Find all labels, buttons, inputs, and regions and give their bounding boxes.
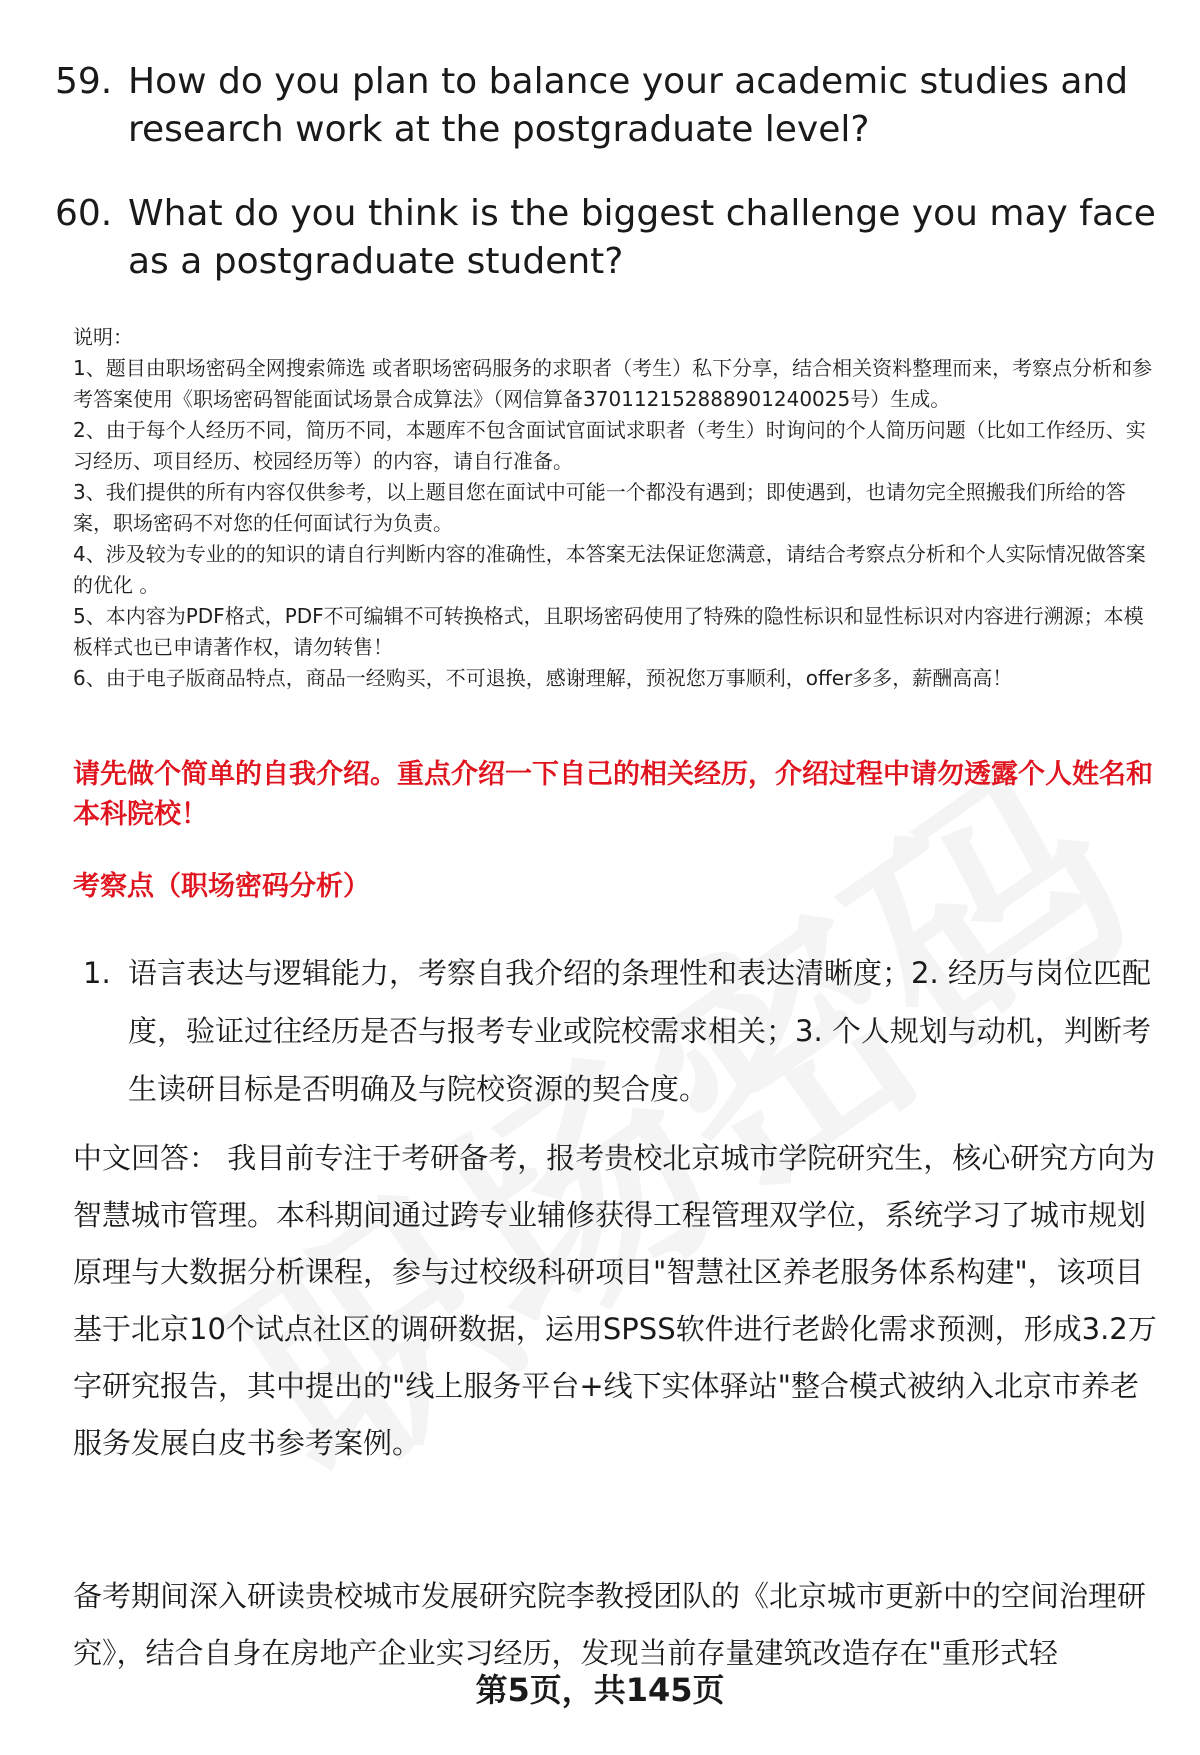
focus-heading: 考察点（职场密码分析）: [73, 871, 370, 902]
main-question: 请先做个简单的自我介绍。重点介绍一下自己的相关经历，介绍过程中请勿透露个人姓名和本科院校！: [73, 759, 1153, 830]
question-59: [55, 58, 1175, 154]
notes-heading: 说明：: [73, 325, 133, 349]
question-number: 60.: [55, 193, 113, 234]
note-item: 1、题目由职场密码全网搜索筛选 或者职场密码服务的求职者（考生）私下分享，结合相关资料整理而来，考察点分析和参考答案使用《职场密码智能面试场景合成算法》（网信算备370112152888901240025号）生成。: [73, 356, 1153, 411]
answer-paragraph: 中文回答： 我目前专注于考研备考，报考贵校北京城市学院研究生，核心研究方向为智慧城市管理。本科期间通过跨专业辅修获得工程管理双学位，系统学习了城市规划原理与大数据分析课程，参与过校级科研项目"智慧社区养老服务体系构建"，该项目基于北京10个试点社区的调研数据，运用SPSS软件进行老龄化需求预测，形成3.2万字研究报告，其中提出的"线上服务平台+线下实体驿站"整合模式被纳入北京市养老服务发展白皮书参考案例。: [73, 1141, 1157, 1460]
note-item: 3、我们提供的所有内容仅供参考，以上题目您在面试中可能一个都没有遇到；即使遇到，也请勿完全照搬我们所给的答案，职场密码不对您的任何面试行为负责。: [73, 480, 1126, 535]
disclaimer-notes: [73, 322, 1158, 694]
question-text: What do you think is the biggest challenge you may face as a postgraduate student?: [128, 193, 1156, 282]
question-text: How do you plan to balance your academic studies and research work at the postgraduate level?: [128, 61, 1129, 150]
focus-item-text: 语言表达与逻辑能力，考察自我介绍的条理性和表达清晰度；2. 经历与岗位匹配度，验证过往经历是否与报考专业或院校需求相关；3. 个人规划与动机，判断考生读研目标是否明确及与院校资源的契合度。: [128, 956, 1151, 1106]
note-item: 6、由于电子版商品特点，商品一经购买，不可退换，感谢理解，预祝您万事顺利，offer多多，薪酬高高！: [73, 666, 1013, 690]
note-item: 5、本内容为PDF格式，PDF不可编辑不可转换格式，且职场密码使用了特殊的隐性标识和显性标识对内容进行溯源；本模板样式也已申请著作权，请勿转售！: [73, 604, 1144, 659]
question-60: [55, 190, 1175, 286]
page-number: 第5页，共145页: [475, 1671, 725, 1709]
focus-list-item: [83, 944, 1158, 1118]
note-item: 4、涉及较为专业的的知识的请自行判断内容的准确性，本答案无法保证您满意，请结合考察点分析和个人实际情况做答案的优化 。: [73, 542, 1146, 597]
focus-item-number: 1.: [83, 956, 111, 990]
question-number: 59.: [55, 61, 113, 102]
note-item: 2、由于每个人经历不同，简历不同，本题库不包含面试官面试求职者（考生）时询问的个人简历问题（比如工作经历、实习经历、项目经历、校园经历等）的内容，请自行准备。: [73, 418, 1146, 473]
answer-paragraph: 备考期间深入研读贵校城市发展研究院李教授团队的《北京城市更新中的空间治理研究》，结合自身在房地产企业实习经历，发现当前存量建筑改造存在"重形式轻: [73, 1579, 1147, 1670]
